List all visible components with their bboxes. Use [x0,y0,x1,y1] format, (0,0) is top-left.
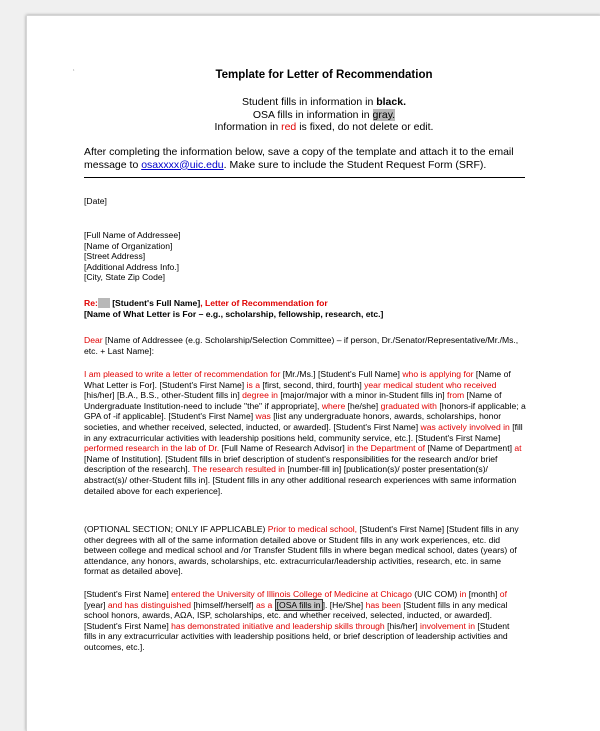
student-text: [Name of Undergraduate Institution-need to include "the" if appropriate], [84,390,502,411]
fixed-text: in the Department of [347,443,426,454]
instruction-line-2: OSA fills in information in gray. [252,108,396,121]
instruction-line-3: Information in red is fixed, do not delete or edit. [214,121,434,133]
fixed-text: has been [365,599,401,610]
address-line: [Full Name of Addressee] [84,230,181,240]
student-text: [Name of What Letter is For]. [Student's First Name] [84,369,511,390]
fixed-text: graduated with [380,400,437,411]
student-text: [he/she] [345,400,381,411]
fixed-text: entered the University of Illinois College of Medicine at Chicago [171,589,412,599]
student-text: [Mr./Ms.] [Student's Full Name] [280,369,403,379]
fixed-text: has demonstrated initiative and leadership skills through [171,620,385,631]
student-text: [honors-if applicable; a GPA of -if applicable]. [Student's First Name] [84,400,526,422]
student-text: [major/major with a minor in-Student fills in] [277,390,448,401]
student-text: [first, second, third, fourth] [259,379,365,390]
fixed-text: involvement in [420,620,475,631]
after-completing-paragraph: After completing the information below, save a copy of the template and attach it to the email message to osaxxxx@uic.edu. Make sure to include the Student Request Form (SRF). [84,146,514,171]
student-text: [year] [84,599,108,610]
fixed-text: and has distinguished [107,599,192,610]
fixed-text: The research resulted in [192,464,285,475]
student-text: [Name of Institution]. [Student fills in brief description of student's responsibilities for the research and/or brief description of the research]. [84,453,498,475]
address-line: [Street Address] [84,251,146,262]
fixed-text: degree in [242,390,278,401]
student-text: [number-fill in] [publication(s)/ poster presentation(s)/ abstract(s)/ other-Student fills in]. [Student fills in any other additional research experiences with same information detailed above for each experience]. [84,464,517,496]
address-line: [Additional Address Info.] [84,261,180,272]
address-block [84,230,181,283]
student-text: ]. [He/She] [322,599,366,610]
student-text: [Student's First Name] [Student fills in any other degrees with all of the same information detailed above or Student fills in any work experiences, etc. did between college and medical school and /or Transfer Student fills in where began medical school, dates (years) of attendance, any honors, awards, scholarships, etc. extracurricular/leadership activities, research, etc. in same format as detailed above]. [84,524,519,577]
student-text: [his/her] [384,620,421,631]
fixed-text: I am pleased to write a letter of recommendation for [84,369,281,379]
document-page [26,15,600,731]
fixed-text: from [447,390,465,401]
student-text: [his/her] [B.A., B.S., other-Student fills in] [84,390,243,401]
fixed-text: performed research in the lab of Dr. [84,443,220,454]
paragraph-optional [84,524,524,577]
osa-gray-box [98,298,110,308]
divider-line [84,177,525,178]
fixed-text: at [514,443,522,454]
fixed-text: year medical student who received [364,379,497,390]
osa-fill-box: [OSA fills in [276,599,321,610]
instruction-line-1: Student fills in information in black. [241,96,406,108]
fixed-text: who is applying for [402,369,474,379]
email-link[interactable]: osaxxxx@uic.edu [141,158,224,171]
fixed-text: in [459,589,467,599]
student-text: [fill in any extracurricular activities with leadership positions held, community service, etc.]. [Student's First Name] [84,421,523,443]
address-line: [City, State Zip Code] [84,272,166,283]
student-text: [list any undergraduate honors, awards, scholarships, honor societies, and whether received, selected, inducted, or awarded]. [Student's First Name] [84,411,502,432]
fixed-text: is a [246,379,260,390]
document-title: Template for Letter of Recommendation [215,69,433,81]
student-text: (UIC COM) [411,589,460,599]
student-text: [Name of Department] [425,443,515,454]
date-field: [Date] [84,196,107,206]
fixed-text: Prior to medical school, [267,524,358,534]
student-text: [himself/herself] [191,599,256,610]
fixed-text: as a [255,599,273,610]
paragraph-medical-school [84,589,524,653]
re-line: Re: [Student's Full Name], Letter of Recommendation for [Name of What Letter is For – e.g., scholarship, fellowship, research, etc.] [84,298,384,319]
student-text: [Student fills in any extracurricular activities with leadership positions held, or brief description of leadership activities and outcomes, etc.]. [84,620,510,652]
fixed-text: was [255,411,271,422]
instructions [84,96,564,134]
student-text: [Student's First Name] [84,589,172,599]
fixed-text: was actively involved in [420,421,510,432]
margin-mark: ‘ [73,69,75,76]
fixed-text: where [321,400,346,411]
student-text: [month] [466,589,500,599]
address-line: [Name of Organization] [84,240,173,251]
student-text: (OPTIONAL SECTION; ONLY IF APPLICABLE) [84,524,268,534]
salutation: Dear [Name of Addressee (e.g. Scholarship/Selection Committee) – if person, Dr./Senator/Representative/Mr./Ms., etc. + Last Name]: [84,335,519,356]
fixed-text: of [499,589,507,599]
paragraph-background [84,369,526,496]
student-text: [Student fills in any medical school honors, awards, AΩA, ISP, scholarships, etc. and whether received, selected, inducted, or awarded]. [Student's First Name] [84,599,508,631]
student-text: [Full Name of Research Advisor] [219,443,348,454]
